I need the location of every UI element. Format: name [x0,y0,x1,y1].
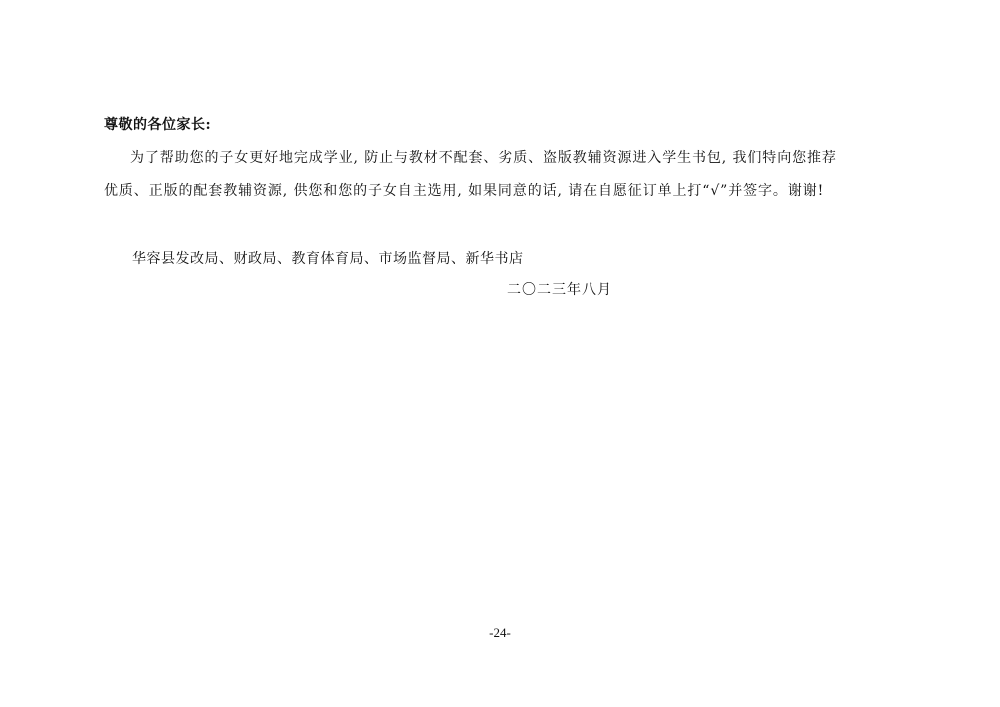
signatory-organizations: 华容县发改局、财政局、教育体育局、市场监督局、新华书店 [132,251,524,267]
greeting: 尊敬的各位家长: [104,117,212,133]
body-paragraph-line-1: 为了帮助您的子女更好地完成学业, 防止与教材不配套、劣质、盗版教辅资源进入学生书包, 我们特向您推荐 [130,150,837,166]
page-number: -24- [489,625,511,640]
letter-date: 二〇二三年八月 [507,282,612,298]
body-paragraph-line-2: 优质、正版的配套教辅资源, 供您和您的子女自主选用, 如果同意的话, 请在自愿征订单上打“√”并签字。谢谢! [104,183,825,199]
